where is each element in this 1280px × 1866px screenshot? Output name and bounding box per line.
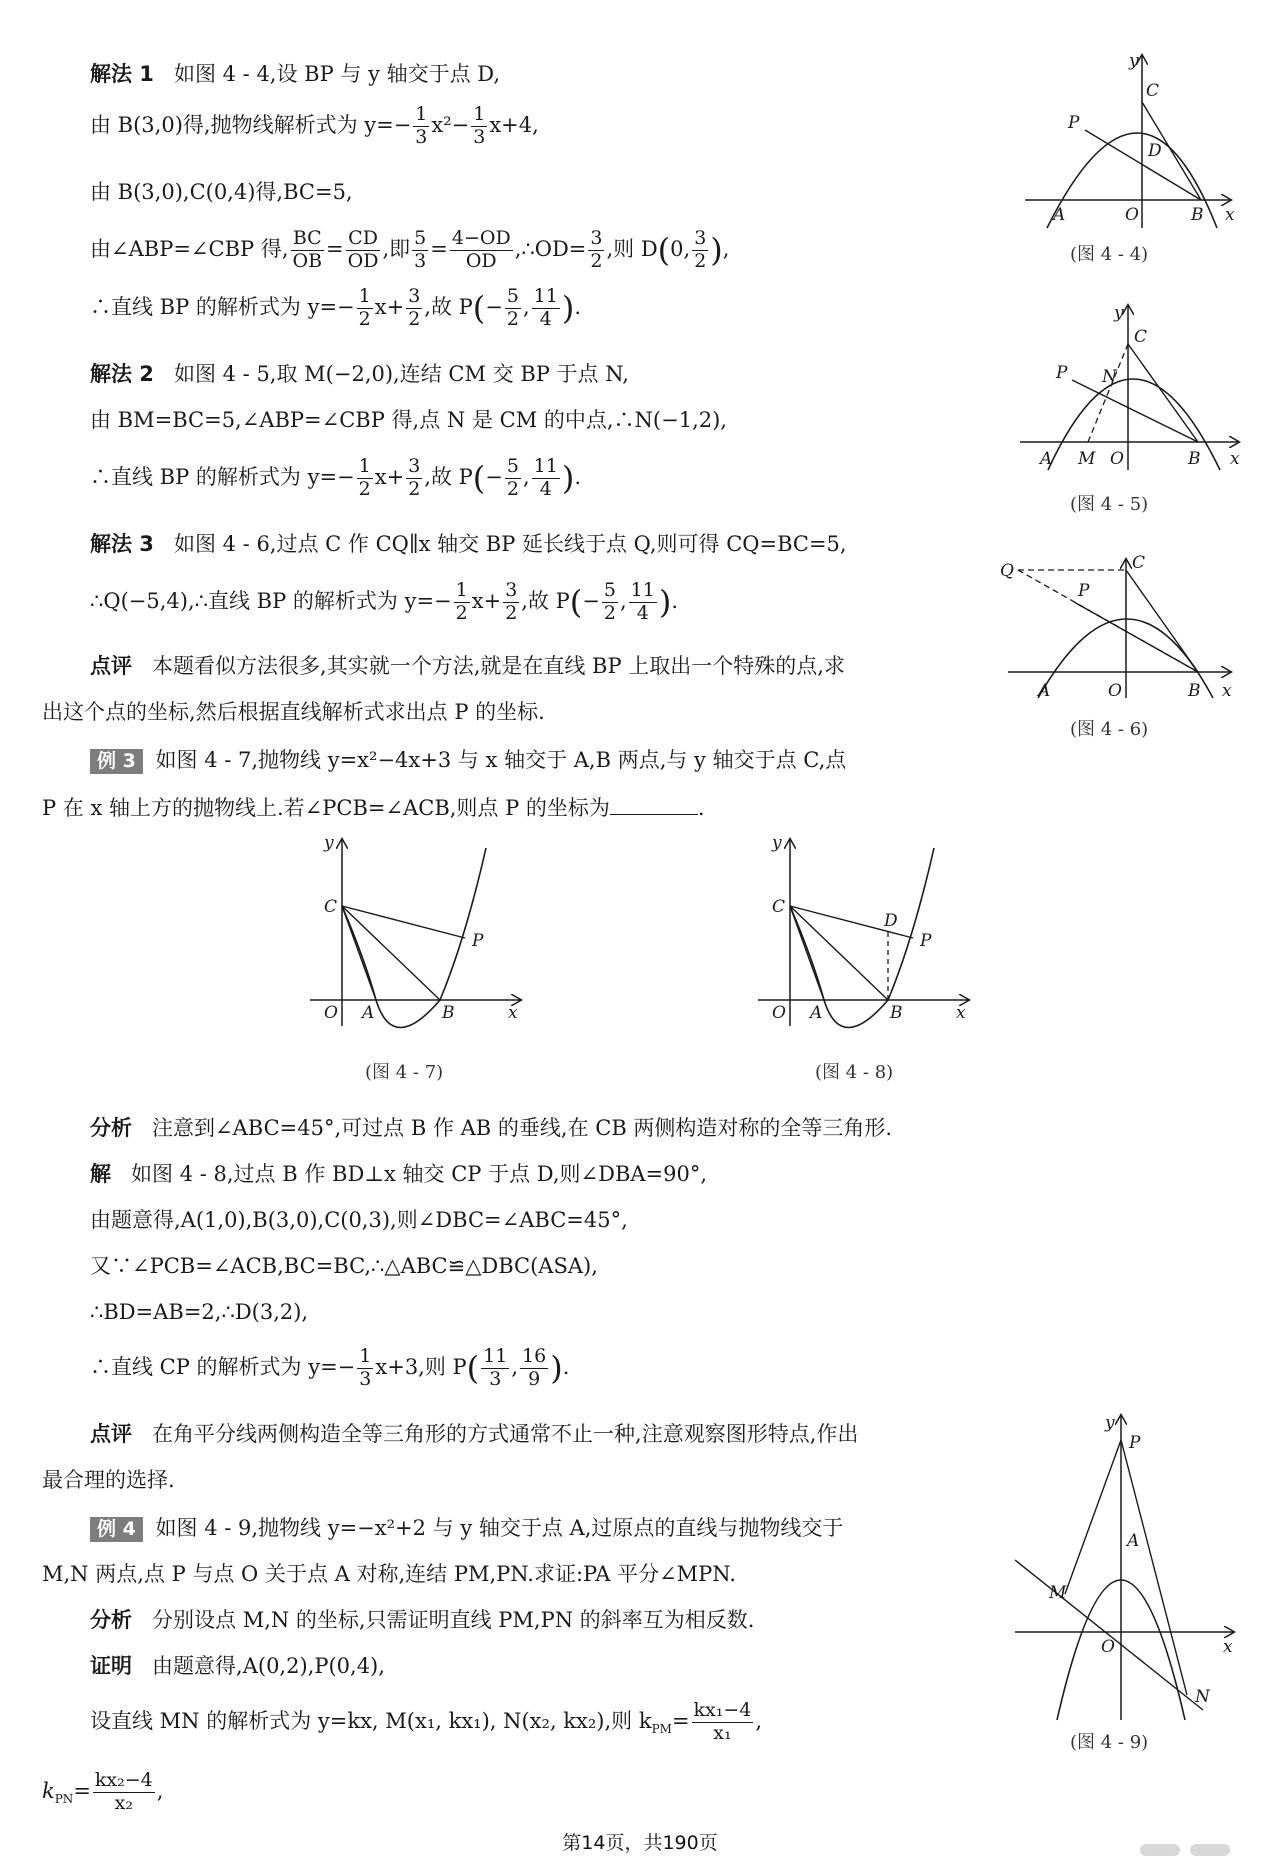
label-P: P (1056, 363, 1068, 383)
figure-4-6 (998, 550, 1238, 700)
example4-line2: M,N 两点,点 P 与点 O 关于点 A 对称,连结 PM,PN.求证:PA 平分∠MPN. (42, 1562, 737, 1586)
label-B: B (1188, 681, 1201, 700)
label-y: y (772, 833, 782, 853)
label-O: O (1125, 205, 1139, 225)
label-C: C (1132, 553, 1146, 573)
label-P: P (1078, 581, 1090, 601)
label-O: O (324, 1003, 338, 1023)
solve3-line4: ∴BD=AB=2,∴D(3,2), (90, 1300, 309, 1324)
solution2-line3: ∴直线 BP 的解析式为 y=− $\frac{1}{2}$ x+ $\frac{3}{2}$ ,故 P(− $\frac{5}{2}$ , $\frac{11}{4}$ ). (90, 455, 582, 500)
label-M: M (1049, 1583, 1067, 1603)
caption-4-4: (图 4 - 4) (1070, 244, 1149, 265)
scroll-indicator[interactable] (1190, 1844, 1230, 1856)
caption-4-5: (图 4 - 5) (1070, 494, 1149, 515)
caption-4-8: (图 4 - 8) (815, 1062, 894, 1083)
label-A: A (1038, 681, 1051, 700)
label-x: x (1225, 205, 1235, 225)
figure-4-9 (1005, 1410, 1240, 1725)
figure-4-5 (1010, 300, 1245, 475)
label-x: x (956, 1003, 966, 1023)
label-y: y (1114, 303, 1124, 323)
label-B: B (890, 1003, 903, 1023)
label-O: O (1110, 449, 1124, 469)
proof4-line2: 设直线 MN 的解析式为 y=kx, M(x₁, kx₁), N(x₂, kx₂),则 $k_{PM}=$ $\frac{\text{kx₁−4}}{\text{x₁}}$ , (90, 1699, 763, 1744)
comment2-line2: 最合理的选择. (42, 1468, 175, 1492)
label-C: C (772, 897, 786, 917)
caption-4-7: (图 4 - 7) (365, 1062, 444, 1083)
label-A: A (1127, 1531, 1140, 1551)
caption-4-9: (图 4 - 9) (1070, 1732, 1149, 1753)
label-A: A (1053, 205, 1066, 225)
label-C: C (324, 897, 338, 917)
example3-tag: 例 3 (90, 749, 143, 774)
example4-tag: 例 4 (90, 1517, 143, 1542)
page-counter: 第14页，共190页 (562, 1832, 718, 1854)
solution3-line1: 解法 3 如图 4 - 6,过点 C 作 CQ∥x 轴交 BP 延长线于点 Q,则可得 CQ=BC=5, (90, 532, 847, 556)
caption-4-6: (图 4 - 6) (1070, 719, 1149, 740)
proof4-line1: 证明 由题意得,A(0,2),P(0,4), (90, 1654, 385, 1678)
label-Q: Q (1000, 561, 1014, 581)
label-A: A (362, 1003, 375, 1023)
solution1-line4: 由∠ABP=∠CBP 得, $\frac{BC}{OB}$ = $\frac{CD}{OD}$ ,即 $\frac{5}{3}$ = $\frac{4-OD}{OD}$ ,∴OD= $\frac{3}{2}$ ,则 D(0, $\frac{3}{2}$ ), (90, 227, 730, 272)
label-x: x (1223, 1637, 1233, 1657)
label-y: y (1105, 1413, 1115, 1433)
solution1-line3: 由 B(3,0),C(0,4)得,BC=5, (90, 180, 353, 204)
comment2-line1: 点评 在角平分线两侧构造全等三角形的方式通常不止一种,注意观察图形特点,作出 (90, 1422, 859, 1446)
solution2-line1: 解法 2 如图 4 - 5,取 M(−2,0),连结 CM 交 BP 于点 N, (90, 362, 629, 386)
figure-4-8 (748, 830, 978, 1030)
label-O: O (1101, 1637, 1115, 1657)
figure-4-4 (1005, 50, 1240, 235)
scroll-indicator[interactable] (1140, 1844, 1180, 1856)
label-x: x (508, 1003, 518, 1023)
label-B: B (442, 1003, 455, 1023)
solution2-line2: 由 BM=BC=5,∠ABP=∠CBP 得,点 N 是 CM 的中点,∴N(−1,2), (90, 408, 727, 432)
example4-line1: 例 4 如图 4 - 9,抛物线 y=−x²+2 与 y 轴交于点 A,过原点的直线与抛物线交于 (90, 1516, 843, 1542)
solution3-line2: ∴Q(−5,4),∴直线 BP 的解析式为 y=− $\frac{1}{2}$ x+ $\frac{3}{2}$ ,故 P(− $\frac{5}{2}$ , $\frac{11}{4}$ ). (90, 579, 678, 624)
label-y: y (324, 833, 334, 853)
label-P: P (920, 931, 932, 951)
solution1-line2: 由 B(3,0)得,抛物线解析式为 y=− $\frac{1}{3}$ x²− $\frac{1}{3}$ x+4, (90, 103, 539, 148)
answer-blank (610, 796, 698, 815)
label-D: D (1148, 141, 1162, 161)
example3-line2: P 在 x 轴上方的抛物线上.若∠PCB=∠ACB,则点 P 的坐标为 . (42, 796, 705, 820)
label-C: C (1134, 327, 1148, 347)
label-B: B (1191, 205, 1204, 225)
analysis3-line: 分析 注意到∠ABC=45°,可过点 B 作 AB 的垂线,在 CB 两侧构造对称的全等三角形. (90, 1116, 893, 1140)
label-D: D (884, 911, 898, 931)
label-N: N (1102, 367, 1117, 387)
solution1-line5: ∴直线 BP 的解析式为 y=− $\frac{1}{2}$ x+ $\frac{3}{2}$ ,故 P(− $\frac{5}{2}$ , $\frac{11}{4}$ ). (90, 285, 582, 330)
comment1-line2: 出这个点的坐标,然后根据直线解析式求出点 P 的坐标. (42, 700, 545, 724)
label-x: x (1222, 681, 1232, 700)
label-y: y (1129, 51, 1139, 71)
label-x: x (1230, 449, 1240, 469)
figure-4-7 (300, 830, 530, 1030)
label-P: P (472, 931, 484, 951)
example3-line1: 例 3 如图 4 - 7,抛物线 y=x²−4x+3 与 x 轴交于 A,B 两点,与 y 轴交于点 C,点 (90, 748, 846, 774)
label-A: A (1040, 449, 1053, 469)
label-O: O (772, 1003, 786, 1023)
label-O: O (1108, 681, 1122, 700)
solution1-line1: 解法 1 如图 4 - 4,设 BP 与 y 轴交于点 D, (90, 62, 501, 86)
label-M: M (1078, 449, 1096, 469)
analysis4-line: 分析 分别设点 M,N 的坐标,只需证明直线 PM,PN 的斜率互为相反数. (90, 1608, 755, 1632)
label-P: P (1129, 1433, 1141, 1453)
solve3-line2: 由题意得,A(1,0),B(3,0),C(0,3),则∠DBC=∠ABC=45°, (90, 1208, 628, 1232)
label-B: B (1188, 449, 1201, 469)
label-P: P (1068, 113, 1080, 133)
label-A: A (810, 1003, 823, 1023)
solve3-line5: ∴直线 CP 的解析式为 y=− $\frac{1}{3}$ x+3,则 P( $\frac{11}{3}$ , $\frac{16}{9}$ ). (90, 1345, 570, 1390)
comment1-line1: 点评 本题看似方法很多,其实就一个方法,就是在直线 BP 上取出一个特殊的点,求 (90, 654, 845, 678)
proof4-line3: $k_{PN}=$ $\frac{\text{kx₂−4}}{\text{x₂}}$ , (42, 1769, 164, 1814)
solve3-line1: 解 如图 4 - 8,过点 B 作 BD⊥x 轴交 CP 于点 D,则∠DBA=90°, (90, 1162, 708, 1186)
label-N: N (1195, 1687, 1210, 1707)
solve3-line3: 又∵∠PCB=∠ACB,BC=BC,∴△ABC≌△DBC(ASA), (90, 1254, 598, 1278)
label-C: C (1146, 81, 1160, 101)
